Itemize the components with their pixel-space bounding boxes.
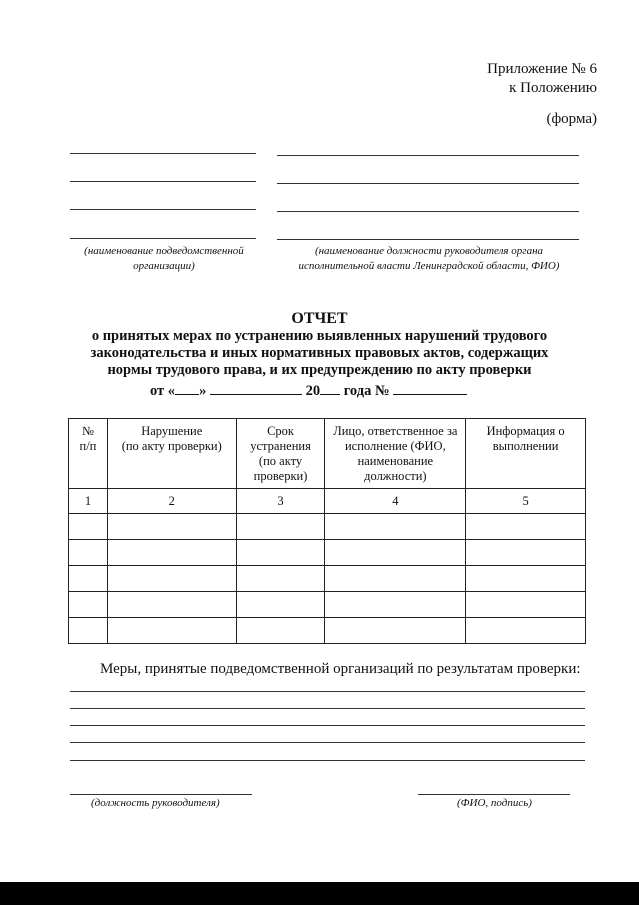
table-row <box>69 540 586 566</box>
name-caption: (ФИО, подпись) <box>457 797 532 809</box>
table-cell[interactable] <box>236 618 325 644</box>
column-number-cell: 2 <box>107 489 236 514</box>
official-caption: (наименование должности руководителя органа исполнительной власти Ленинградской области, ФИО) <box>298 245 560 272</box>
table-cell[interactable] <box>107 540 236 566</box>
form-label: (форма) <box>546 111 597 127</box>
org-name-line-4[interactable] <box>70 238 256 239</box>
name-signature-line[interactable] <box>418 794 570 795</box>
table-cell[interactable] <box>466 514 586 540</box>
table-cell[interactable] <box>466 592 586 618</box>
header-cell-responsible: Лицо, ответственное за исполнение (ФИО, наименование должности) <box>325 419 466 489</box>
table-cell[interactable] <box>69 566 108 592</box>
org-name-line-3[interactable] <box>70 209 256 210</box>
official-line-3[interactable] <box>277 211 579 212</box>
table-cell[interactable] <box>466 618 586 644</box>
header-cell-number: № п/п <box>69 419 108 489</box>
org-name-line-1[interactable] <box>70 153 256 154</box>
measures-line-2[interactable] <box>70 708 585 709</box>
table-row <box>69 514 586 540</box>
official-line-2[interactable] <box>277 183 579 184</box>
measures-line-3[interactable] <box>70 725 585 726</box>
table-cell[interactable] <box>69 540 108 566</box>
position-signature-line[interactable] <box>70 794 252 795</box>
column-number-cell: 1 <box>69 489 108 514</box>
column-number-cell: 5 <box>466 489 586 514</box>
table-cell[interactable] <box>69 592 108 618</box>
table-cell[interactable] <box>107 514 236 540</box>
report-subtitle: о принятых мерах по устранению выявленных нарушений трудового законодательства и иных нормативных правовых актов, содержащих нормы трудового права, и их предупреждению по акту проверки <box>90 328 549 378</box>
table-cell[interactable] <box>69 514 108 540</box>
header-cell-violation: Нарушение (по акту проверки) <box>107 419 236 489</box>
header-cell-deadline: Срок устранения (по акту проверки) <box>236 419 325 489</box>
table-cell[interactable] <box>236 540 325 566</box>
table-cell[interactable] <box>236 566 325 592</box>
table-cell[interactable] <box>466 566 586 592</box>
official-line-1[interactable] <box>277 155 579 156</box>
header-cell-info: Информация о выполнении <box>466 419 586 489</box>
report-date-line: от « » 20 года № <box>150 380 467 400</box>
table-cell[interactable] <box>236 592 325 618</box>
date-month-field[interactable] <box>210 380 302 395</box>
table-cell[interactable] <box>325 592 466 618</box>
table-row <box>69 618 586 644</box>
official-line-4[interactable] <box>277 239 579 240</box>
table-cell[interactable] <box>325 540 466 566</box>
measures-label: Меры, принятые подведомственной организаций по результатам проверки: <box>100 661 581 677</box>
org-name-caption: (наименование подведомственной организации) <box>84 245 244 272</box>
date-day-field[interactable] <box>175 380 199 395</box>
table-cell[interactable] <box>69 618 108 644</box>
appendix-number: Приложение № 6 <box>487 61 597 77</box>
appendix-reference: к Положению <box>509 80 597 96</box>
column-number-cell: 4 <box>325 489 466 514</box>
act-number-field[interactable] <box>393 380 467 395</box>
table-cell[interactable] <box>325 618 466 644</box>
table-column-numbers-row <box>69 489 586 514</box>
date-year-field[interactable] <box>320 380 340 395</box>
org-name-line-2[interactable] <box>70 181 256 182</box>
column-number-cell: 3 <box>236 489 325 514</box>
table-header-row <box>69 419 586 489</box>
report-title: ОТЧЕТ <box>291 310 348 327</box>
table-cell[interactable] <box>107 566 236 592</box>
table-cell[interactable] <box>466 540 586 566</box>
measures-line-1[interactable] <box>70 691 585 692</box>
table-row <box>69 592 586 618</box>
table-row <box>69 566 586 592</box>
appendix-header <box>487 60 597 98</box>
position-caption: (должность руководителя) <box>91 797 220 809</box>
table-cell[interactable] <box>325 566 466 592</box>
report-table <box>68 418 586 644</box>
table-cell[interactable] <box>236 514 325 540</box>
table-cell[interactable] <box>325 514 466 540</box>
measures-line-4[interactable] <box>70 742 585 743</box>
measures-line-5[interactable] <box>70 760 585 761</box>
table-cell[interactable] <box>107 618 236 644</box>
table-cell[interactable] <box>107 592 236 618</box>
scan-border <box>0 882 639 905</box>
